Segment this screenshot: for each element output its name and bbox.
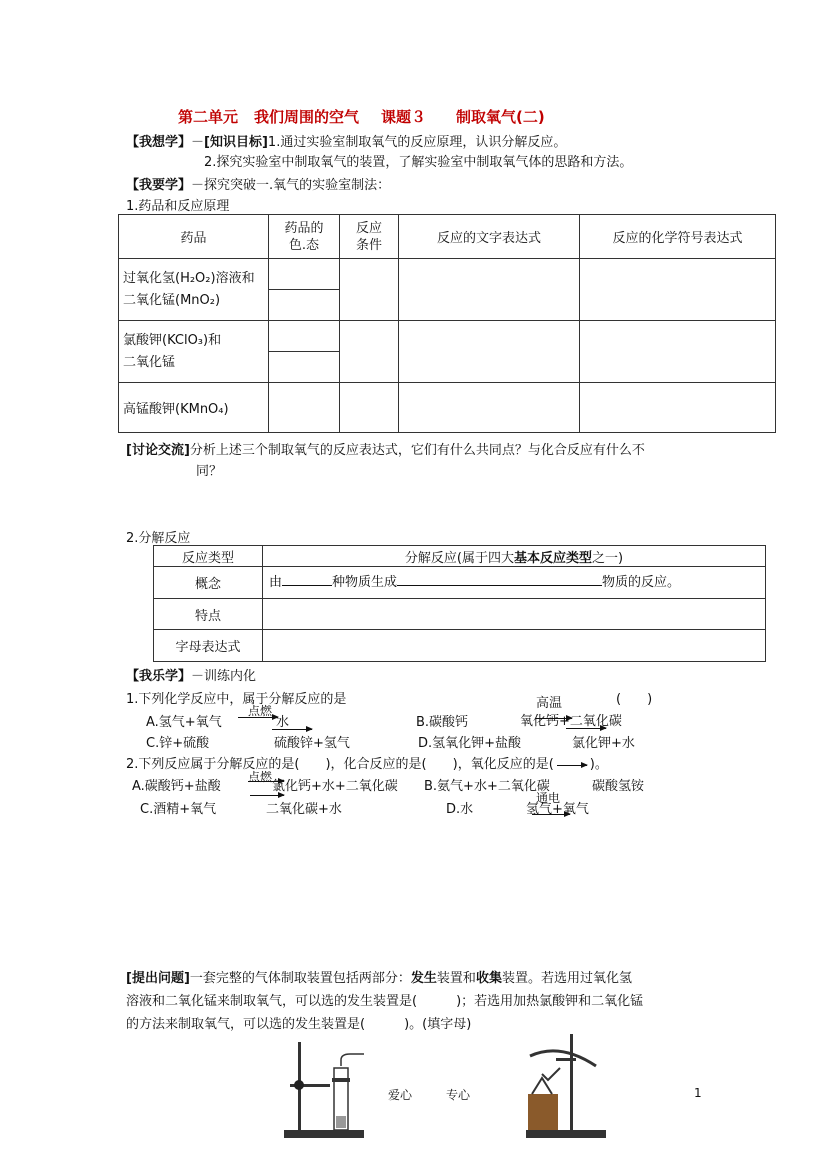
ask-l1a: 一套完整的气体制取装置包括两部分： [189,971,411,986]
reaction-arrow [536,718,572,719]
t2-concept-c: 物质的反应。 [602,575,681,590]
q2-a-cond: 点燃 [248,770,273,784]
title-topic: 我们周围的空气 [254,108,360,126]
t2-formula-value [263,630,766,662]
reaction-arrow [557,765,587,766]
q1-b-right: 氧化钙+二氧化碳 [520,714,622,729]
t2-concept-a: 由 [269,575,283,590]
q1-d-left: D.氢氧化钾+盐酸 [418,736,522,751]
t2-type-label: 反应类型 [154,546,263,567]
title-sub: 制取氧气(二) [456,108,545,126]
header-symbol-equation: 反应的化学符号表达式 [580,215,776,259]
table-row [154,567,766,599]
row3-cond [340,383,399,433]
q1-b-left: B.碳酸钙 [416,715,469,730]
row2-reagent [119,321,269,383]
row2-word [399,321,580,383]
row3-symbol [580,383,776,433]
t2-formula-label: 字母表达式 [154,630,263,662]
footer-a: 爱心 [388,1088,413,1102]
row2-symbol [580,321,776,383]
t2-concept-label: 概念 [154,567,263,599]
table-row [154,599,766,630]
t2-type-value [263,546,766,567]
row1-color-b [269,290,340,321]
ask-line3: 的方法来制取氧气，可以选的发生装置是( )。(填字母) [126,1017,472,1032]
reaction-arrow [272,729,312,730]
row2-reagent-b: 二氧化锰 [123,354,176,370]
section1-label: 1.药品和反应原理 [126,199,230,214]
discuss-tag: [讨论交流] [126,443,190,458]
q1-c-right: 硫酸锌+氢气 [274,736,350,751]
table-row [119,383,776,433]
think-dash: － [191,135,205,150]
table-row [119,259,776,290]
row1-reagent-a: 过氧化氢(H₂O₂)溶液和 [123,270,255,286]
apparatus-a-illustration [280,1038,370,1142]
ask-tag: [提出问题] [126,971,190,986]
row3-reagent: 高锰酸钾(KMnO₄) [119,383,269,433]
t2-type-b: 基本反应类型 [513,550,592,566]
q1-a-right: 水 [276,715,290,730]
q2-d-right: 氢气+氧气 [526,802,589,817]
reaction-table [118,214,776,433]
joy-tag: 【我乐学】 [126,669,192,684]
page-title [178,106,545,127]
header-condition [340,215,399,259]
row2-reagent-a: 氯酸钾(KClO₃)和 [123,332,222,348]
ask-line1 [126,967,632,986]
q2-b-left: B.氨气+水+二氧化碳 [424,779,550,794]
t2-feature-value [263,599,766,630]
q1-c-left: C.锌+硫酸 [146,736,210,751]
decomposition-table [153,545,766,662]
header-color-state [269,215,340,259]
row1-word [399,259,580,321]
header-color-2: 色.态 [288,237,320,253]
reaction-arrow [238,717,278,718]
row1-color-a [269,259,340,290]
table-row [154,546,766,567]
q1-cond-high-temp: 高温 [536,696,563,711]
reaction-arrow [566,728,606,729]
think-line1 [126,131,566,150]
header-cond-1: 反应 [355,220,382,236]
q2-a-right: 氯化钙+水+二氧化碳 [272,779,398,794]
row2-color-b [269,352,340,383]
blank-line [282,573,332,586]
table-row [119,321,776,352]
q2-c-left: C.酒精+氧气 [140,802,217,817]
want-tag: 【我要学】 [126,178,192,193]
t2-type-c: 之一) [592,550,624,566]
t2-concept-value [263,567,766,599]
q1-answer-paren: ( ) [616,692,653,707]
goal-1: 1.通过实验室制取氧气的反应原理，认识分解反应。 [267,135,567,150]
reaction-arrow [250,795,284,796]
q2-c-right: 二氧化碳+水 [266,802,342,817]
want-text: －探究突破一.氧气的实验室制法： [191,178,391,193]
ask-line2: 溶液和二氧化锰来制取氧气，可以选的发生装置是( )；若选用加热氯酸钾和二氧化锰 [126,994,644,1009]
q2-stem [126,753,608,772]
section2-label: 2.分解反应 [126,531,191,546]
q2-stem-text: 2.下列反应属于分解反应的是( )，化合反应的是( )，氧化反应的是( [126,757,554,772]
ask-l1e: 装置。若选用过氧化氢 [501,971,632,986]
discuss-line1 [126,439,645,458]
q2-d-cond: 通电 [536,791,561,805]
t2-feature-label: 特点 [154,599,263,630]
row1-cond [340,259,399,321]
ask-l1b: 发生 [410,971,437,986]
t2-concept-b: 种物质生成 [332,575,398,590]
header-color-1: 药品的 [284,220,324,236]
header-reagent: 药品 [119,215,269,259]
apparatus-b-illustration [520,1030,610,1142]
q1-a-left: A.氢气+氧气 [146,715,222,730]
q1-d-right: 氯化钾+水 [572,736,635,751]
q2-d-left: D.水 [446,802,474,817]
discuss-text2: 同？ [196,464,223,479]
q2-a-left: A.碳酸钙+盐酸 [132,779,221,794]
row2-color-a [269,321,340,352]
ask-l1c: 装置和 [436,971,476,986]
header-word-equation: 反应的文字表达式 [399,215,580,259]
row1-reagent [119,259,269,321]
row1-symbol [580,259,776,321]
reaction-arrow [532,814,570,815]
q1-a-cond: 点燃 [248,704,273,718]
row2-cond [340,321,399,383]
page-number: 1 [694,1086,702,1100]
reaction-table-header [119,215,776,259]
title-unit: 第二单元 [178,108,239,126]
want-line [126,174,390,193]
think-tag: 【我想学】 [126,135,192,150]
t2-type-a: 分解反应(属于四大 [404,550,514,566]
row3-color [269,383,340,433]
title-lesson: 课题３ [381,108,427,126]
q2-b-right: 碳酸氢铵 [592,779,645,794]
footer-b: 专心 [446,1088,471,1102]
goal-tag: [知识目标] [204,135,268,150]
ask-l1d: 收集 [475,971,502,986]
table-row [154,630,766,662]
discuss-text1: 分析上述三个制取氧气的反应表达式，它们有什么共同点？与化合反应有什么不 [189,443,645,458]
joy-text: －训练内化 [191,669,257,684]
goal-2: 2.探究实验室中制取氧气的装置，了解实验室中制取氧气体的思路和方法。 [204,155,633,170]
row3-word [399,383,580,433]
q1-stem: 1.下列化学反应中，属于分解反应的是 [126,692,347,707]
row1-reagent-b: 二氧化锰(MnO₂) [123,292,221,308]
joy-line [126,665,256,684]
blank-line [397,573,602,586]
header-cond-2: 条件 [355,237,382,253]
q2-stem-end: )。 [589,757,608,772]
